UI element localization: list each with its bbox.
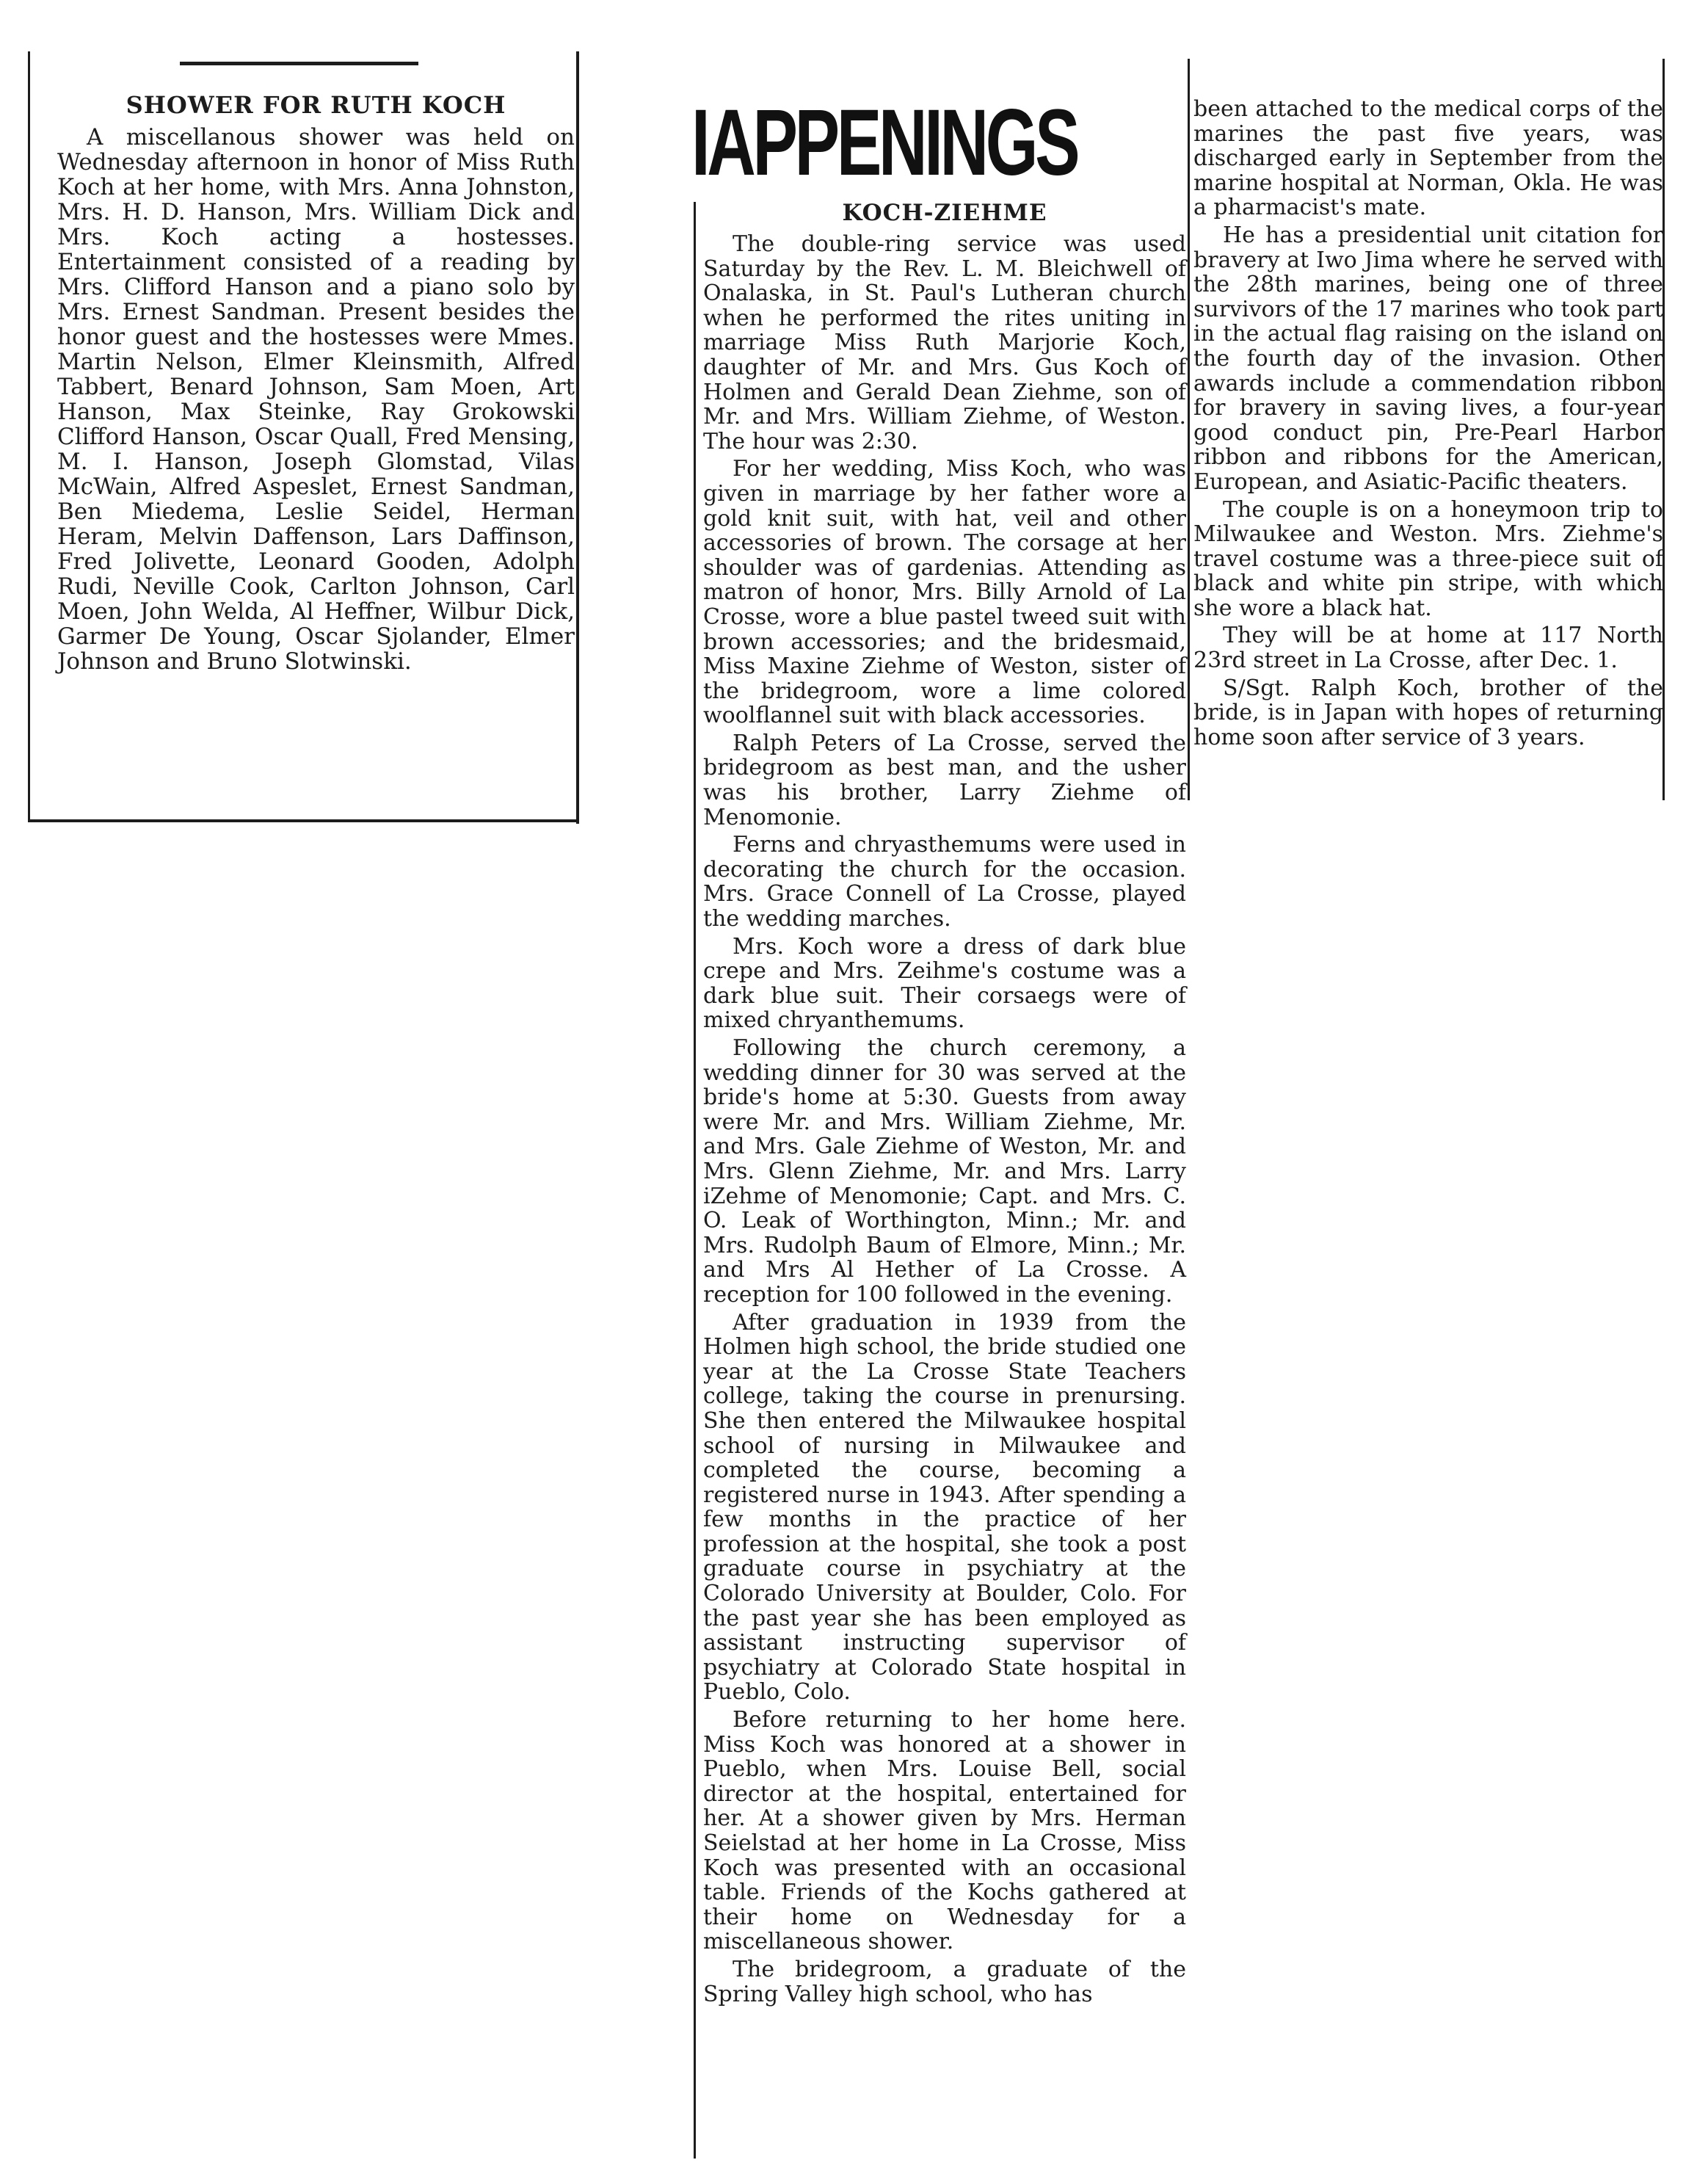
shower-headline: SHOWER FOR RUTH KOCH xyxy=(126,91,506,119)
article-paragraph: Mrs. Koch wore a dress of dark blue crepe and Mrs. Zeihme's costume was a dark blue suit. Their corsaegs were of mixed chryanthemums. xyxy=(703,933,1186,1034)
article-paragraph: A miscellanous shower was held on Wednesday afternoon in honor of Miss Ruth Koch at her home, with Mrs. Anna Johnston, Mrs. H. D. Hanson, Mrs. William Dick and Mrs. Koch acting a hostesses. Entertainment consisted of a reading by Mrs. Clifford Hanson and a piano solo by Mrs. Ernest Sandman. Present besides the honor guest and the hostesses were Mmes. Martin Nelson, Elmer Kleinsmith, Alfred Tabbert, Benard Johnson, Sam Moen, Art Hanson, Max Steinke, Ray Grokowski Clifford Hanson, Oscar Quall, Fred Mensing, M. I. Hanson, Joseph Glomstad, Vilas McWain, Alfred Aspeslet, Ernest Sandman, Ben Miedema, Leslie Seidel, Herman Heram, Melvin Daffenson, Lars Daffinson, Fred Jolivette, Leonard Gooden, Adolph Rudi, Neville Cook, Carlton Johnson, Carl Moen, John Welda, Al Heffner, Wilbur Dick, Garmer De Young, Oscar Sjolander, Elmer Johnson and Bruno Slotwinski. xyxy=(57,124,575,675)
article-paragraph: The couple is on a honeymoon trip to Milwaukee and Weston. Mrs. Ziehme's travel costume was a three-piece suit of black and white pin stripe, with which she wore a black hat. xyxy=(1193,496,1663,621)
right-edge-rule xyxy=(576,51,579,824)
article-paragraph: been attached to the medical corps of the marines the past five years, was discharged early in September from the marine hospital at Norman, Okla. He was a pharmacist's mate. xyxy=(1193,96,1663,221)
left-clipping xyxy=(22,51,584,826)
article-paragraph: Ferns and chryasthemums were used in decorating the church for the occasion. Mrs. Grace Connell of La Crosse, played the wedding marches. xyxy=(703,832,1186,932)
right-clip-left-rule xyxy=(1188,59,1190,800)
left-edge-rule xyxy=(28,51,30,822)
article-paragraph: Before returning to her home here. Miss Koch was honored at a shower in Pueblo, when Mrs. Louise Bell, social director at the hospital, entertained for her. At a shower given by Mrs. Herman Seielstad at her home in La Crosse, Miss Koch was presented with an occasional table. Friends of the Kochs gathered at their home on Wednesday for a miscellaneous shower. xyxy=(703,1707,1186,1955)
article-paragraph: S/Sgt. Ralph Koch, brother of the bride, is in Japan with hopes of returning home soon after service of 3 years. xyxy=(1193,675,1663,750)
wedding-article-continued xyxy=(1193,97,1663,750)
left-top-rule xyxy=(180,62,418,65)
article-paragraph: He has a presidential unit citation for bravery at Iwo Jima where he served with the 28th marines, being one of three survivors of the 17 marines who took part in the actual flag raising on the island on the fourth day of the invasion. Other awards include a commendation ribbon for bravery in saving lives, a four-year good conduct pin, Pre-Pearl Harbor ribbon and ribbons for the American, European, and Asiatic-Pacific theaters. xyxy=(1193,222,1663,495)
section-masthead: IAPPENINGS xyxy=(691,90,1078,195)
article-paragraph: Following the church ceremony, a wedding dinner for 30 was served at the bride's home at 5:30. Guests from away were Mr. and Mrs. William Ziehme, Mr. and Mrs. Gale Ziehme of Weston, Mr. and Mrs. Glenn Ziehme, Mr. and Mrs. Larry iZehme of Menomonie; Capt. and Mrs. C. O. Leak of Worthington, Minn.; Mr. and Mrs. Rudolph Baum of Elmore, Minn.; Mr. and Mrs Al Hether of La Crosse. A reception for 100 followed in the evening. xyxy=(703,1035,1186,1308)
article-paragraph: After graduation in 1939 from the Holmen high school, the bride studied one year at the La Crosse State Teachers college, taking the course in prenursing. She then entered the Milwaukee hospital school of nursing in Milwaukee and completed the course, becoming a registered nurse in 1943. After spending a few months in the practice of her profession at the hospital, she took a post graduate course in psychiatry at the Colorado University at Boulder, Colo. For the past year she has been employed as assistant instructing supervisor of psychiatry at Colorado State hospital in Pueblo, Colo. xyxy=(703,1309,1186,1706)
wedding-article xyxy=(703,200,1186,2007)
middle-clipping xyxy=(683,59,1189,2159)
left-bottom-rule xyxy=(28,819,579,822)
wedding-headline: KOCH-ZIEHME xyxy=(842,200,1047,226)
article-paragraph: They will be at home at 117 North 23rd street in La Crosse, after Dec. 1. xyxy=(1193,623,1663,674)
article-paragraph: The bridegroom, a graduate of the Spring Valley high school, who has xyxy=(703,1956,1186,2007)
mid-left-rule xyxy=(694,202,696,2159)
right-clipping xyxy=(1188,59,1668,808)
article-paragraph: For her wedding, Miss Koch, who was given in marriage by her father wore a gold knit suit, with hat, veil and other accessories of brown. The corsage at her shoulder was of gardenias. Attending as matron of honor, Mrs. Billy Arnold of La Crosse, wore a blue pastel tweed suit with brown accessories; and the bridesmaid, Miss Maxine Ziehme of Weston, sister of the bridegroom, wore a lime colored woolflannel suit with black accessories. xyxy=(703,456,1186,729)
left-article xyxy=(57,91,575,674)
article-paragraph: Ralph Peters of La Crosse, served the bridegroom as best man, and the usher was his brother, Larry Ziehme of Menomonie. xyxy=(703,730,1186,830)
article-paragraph: The double-ring service was used Saturday by the Rev. L. M. Bleichwell of Onalaska, in St. Paul's Lutheran church when he performed the rites uniting in marriage Miss Ruth Marjorie Koch, daughter of Mr. and Mrs. Gus Koch of Holmen and Gerald Dean Ziehme, son of Mr. and Mrs. William Ziehme, of Weston. The hour was 2:30. xyxy=(703,231,1186,454)
